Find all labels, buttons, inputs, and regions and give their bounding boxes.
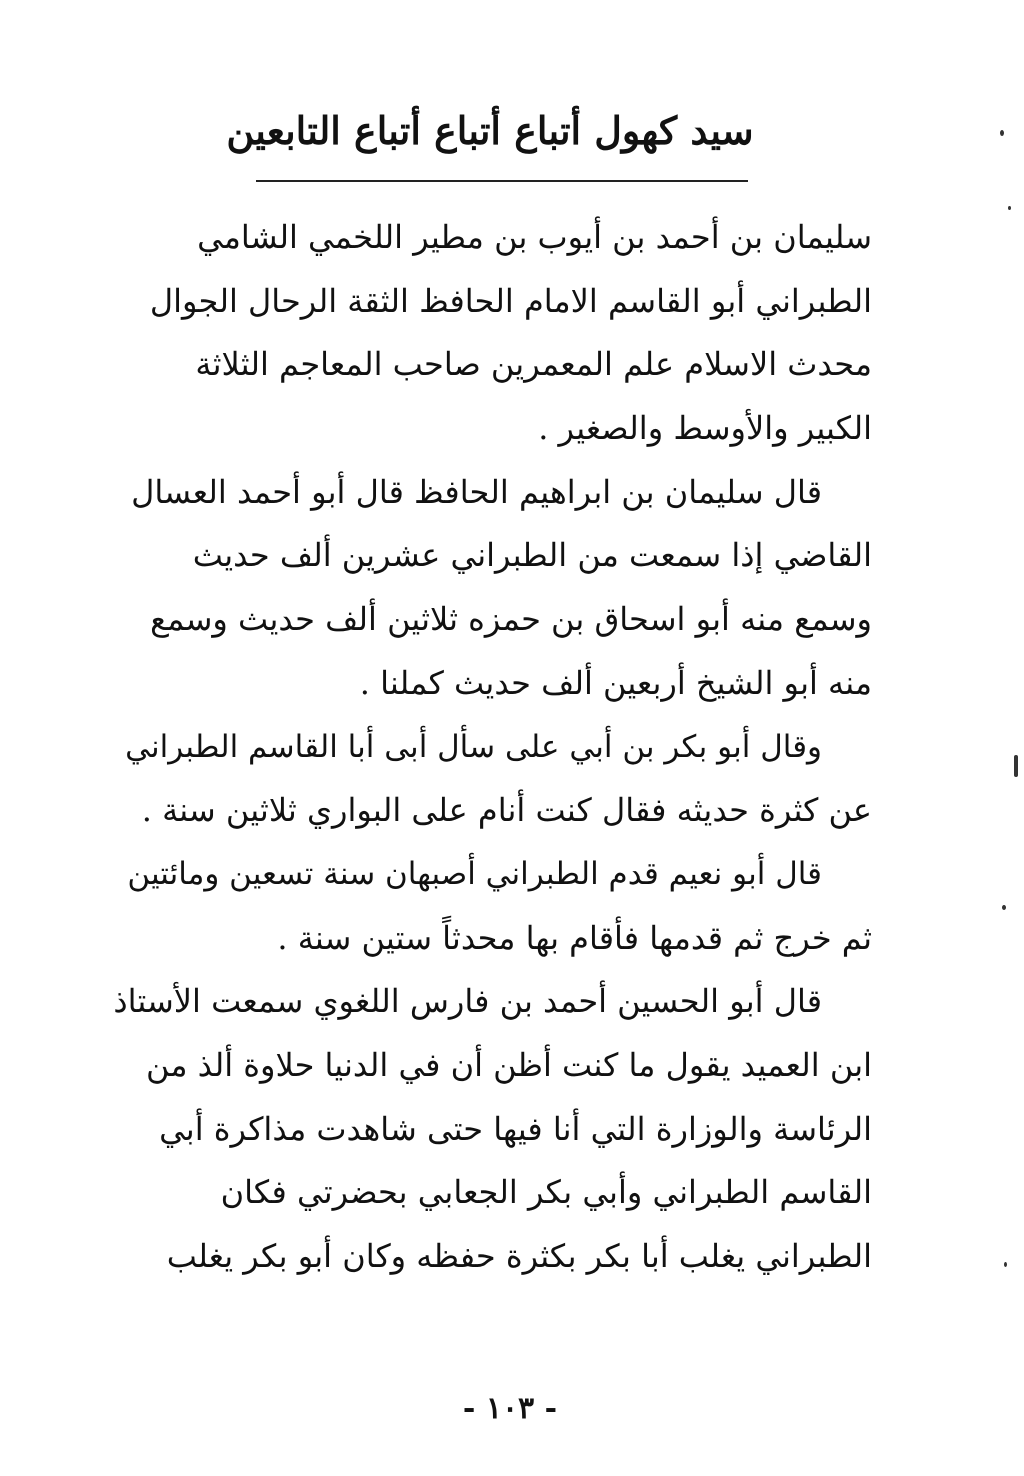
text-line: الكبير والأوسط والصغير . <box>538 409 872 448</box>
text-line: منه أبو الشيخ أربعين ألف حديث كملنا . <box>359 663 872 702</box>
text-line: وقال أبو بكر بن أبي على سأل أبى أبا القاسم الطبراني <box>125 728 822 765</box>
text-line: قال سليمان بن ابراهيم الحافظ قال أبو أحمد العسال <box>131 472 822 511</box>
text-line: الطبراني يغلب أبا بكر بكثرة حفظه وكان أبو بكر يغلب <box>166 1237 872 1275</box>
scan-speck <box>1004 1262 1007 1267</box>
text-line: القاسم الطبراني وأبي بكر الجعابي بحضرتي فكان <box>220 1173 872 1212</box>
page-header-title: سيد كهول أتباع أتباع أتباع التابعين <box>226 108 754 153</box>
scan-speck <box>1000 130 1004 136</box>
text-line: محدث الاسلام علم المعمرين صاحب المعاجم الثلاثة <box>195 345 872 384</box>
header-divider <box>256 180 748 182</box>
text-line: القاضي إذا سمعت من الطبراني عشرين ألف حديث <box>192 536 872 575</box>
body-text <box>106 206 872 1289</box>
text-line: قال أبو نعيم قدم الطبراني أصبهان سنة تسعين ومائتين <box>127 855 822 892</box>
page-number: - ١٠٣ - <box>462 1391 558 1426</box>
text-line: سليمان بن أحمد بن أيوب بن مطير اللخمي الشامي <box>197 218 872 256</box>
scan-speck <box>1014 755 1018 777</box>
text-line: ثم خرج ثم قدمها فأقام بها محدثاً ستين سنة . <box>277 918 872 957</box>
text-line: قال أبو الحسين أحمد بن فارس اللغوي سمعت الأستاذ <box>113 982 822 1021</box>
text-line: وسمع منه أبو اسحاق بن حمزه ثلاثين ألف حديث وسمع <box>150 600 872 639</box>
text-line: عن كثرة حديثه فقال كنت أنام على البواري ثلاثين سنة . <box>141 791 872 830</box>
text-line: الطبراني أبو القاسم الامام الحافظ الثقة الرحال الجوال <box>149 281 872 320</box>
scan-speck <box>1002 905 1006 910</box>
text-line: ابن العميد يقول ما كنت أظن أن في الدنيا حلاوة ألذ من <box>145 1045 872 1084</box>
scan-speck <box>1008 206 1011 210</box>
text-line: الرئاسة والوزارة التي أنا فيها حتى شاهدت مذاكرة أبي <box>159 1109 872 1148</box>
